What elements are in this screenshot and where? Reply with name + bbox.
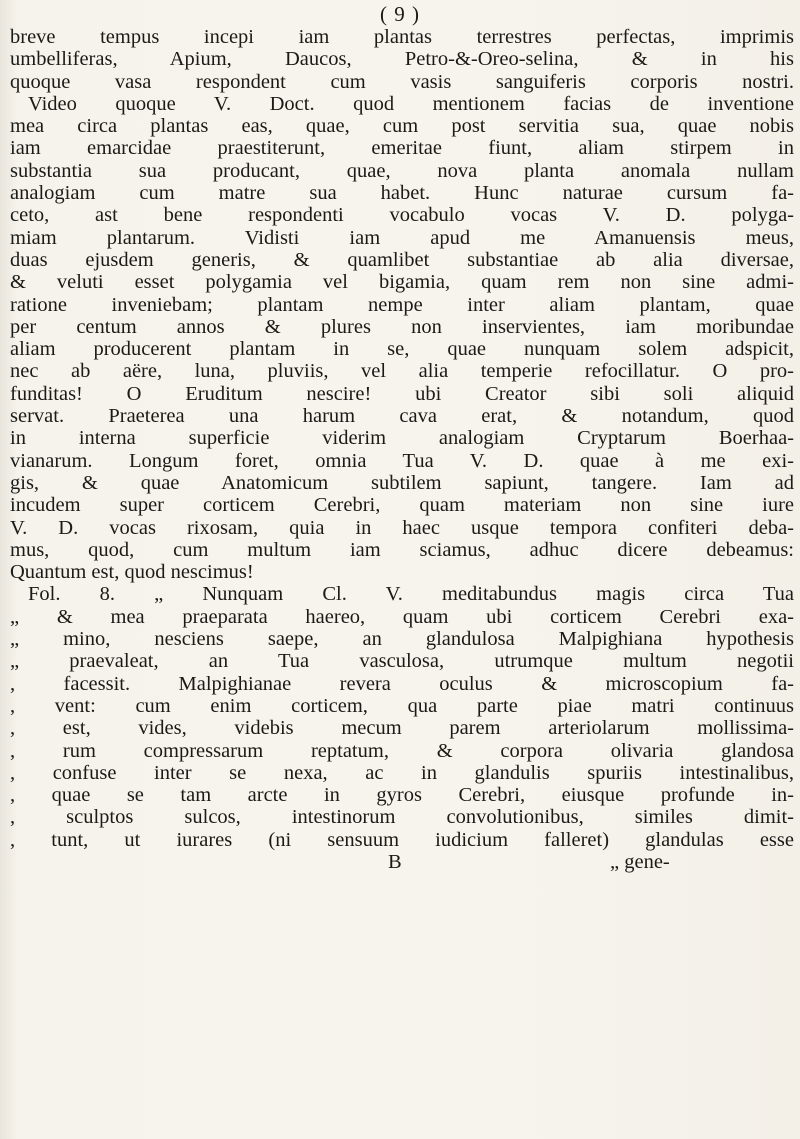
text-line: gis, & quae Anatomicum subtilem sapiunt, tangere. Iam ad — [10, 471, 794, 494]
text-line: incudem super corticem Cerebri, quam materiam non sine iure — [10, 494, 794, 517]
quote-line: , tunt, ut iurares (ni sensuum iudicium falleret) glandulas esse — [10, 828, 794, 851]
quote-line: „ mino, nesciens saepe, an glandulosa Malpighiana hypothesis — [10, 628, 794, 651]
quote-line: , sculptos sulcos, intestinorum convolutionibus, similes dimit- — [10, 806, 794, 829]
text-line: V. D. vocas rixosam, quia in haec usque tempora confiteri deba- — [10, 516, 794, 539]
text-line: funditas! O Eruditum nescire! ubi Creator sibi soli aliquid — [10, 382, 794, 405]
text-line: aliam producerent plantam in se, quae nunquam solem adspicit, — [10, 338, 794, 361]
quote-line: Fol. 8. „ Nunquam Cl. V. meditabundus magis circa Tua — [28, 583, 794, 606]
catchword: „ gene- — [610, 850, 670, 873]
text-line: in interna superficie viderim analogiam Cryptarum Boerhaa- — [10, 427, 794, 450]
text-line: miam plantarum. Vidisti iam apud me Amanuensis meus, — [10, 226, 794, 249]
text-line: iam emarcidae praestiterunt, emeritae fiunt, aliam stirpem in — [10, 137, 794, 160]
quote-line: „ praevaleat, an Tua vasculosa, utrumque multum negotii — [10, 650, 794, 673]
text-line: analogiam cum matre sua habet. Hunc naturae cursum fa- — [10, 182, 794, 205]
text-line: duas ejusdem generis, & quamlibet substantiae ab alia diversae, — [10, 248, 794, 271]
text-line: umbelliferas, Apium, Daucos, Petro-&-Oreo-selina, & in his — [10, 48, 794, 71]
quote-line: „ & mea praeparata haereo, quam ubi corticem Cerebri exa- — [10, 605, 794, 628]
page-footer — [10, 851, 794, 873]
quote-line: , vent: cum enim corticem, qua parte piae matri continuus — [10, 694, 794, 717]
text-line: mea circa plantas eas, quae, cum post servitia sua, quae nobis — [10, 115, 794, 138]
signature-mark: B — [388, 850, 402, 873]
text-line: quoque vasa respondent cum vasis sanguiferis corporis nostri. — [10, 70, 794, 93]
page-number: ( 9 ) — [380, 2, 420, 26]
quote-line: , est, vides, videbis mecum parem arteriolarum mollissima- — [10, 717, 794, 740]
text-line: substantia sua producant, quae, nova planta anomala nullam — [10, 159, 794, 182]
quote-line: , facessit. Malpighianae revera oculus & microscopium fa- — [10, 672, 794, 695]
quote-line: , quae se tam arcte in gyros Cerebri, eiusque profunde in- — [10, 784, 794, 807]
text-line: servat. Praeterea una harum cava erat, & notandum, quod — [10, 405, 794, 428]
text-line: vianarum. Longum foret, omnia Tua V. D. quae à me exi- — [10, 449, 794, 472]
quote-line: , rum compressarum reptatum, & corpora olivaria glandosa — [10, 739, 794, 762]
text-line: per centum annos & plures non inservientes, iam moribundae — [10, 315, 794, 338]
text-line: mus, quod, cum multum iam sciamus, adhuc dicere debeamus: — [10, 538, 794, 561]
text-line: nec ab aëre, luna, pluviis, vel alia temperie refocillatur. O pro- — [10, 360, 794, 383]
text-line: & veluti esset polygamia vel bigamia, quam rem non sine admi- — [10, 271, 794, 294]
text-line: Video quoque V. Doct. quod mentionem facias de inventione — [28, 92, 794, 115]
body-text — [10, 26, 794, 873]
text-line: ratione inveniebam; plantam nempe inter aliam plantam, quae — [10, 293, 794, 316]
text-line: ceto, ast bene respondenti vocabulo vocas V. D. polyga- — [10, 204, 794, 227]
text-line: breve tempus incepi iam plantas terrestres perfectas, imprimis — [10, 26, 794, 48]
quote-line: , confuse inter se nexa, ac in glandulis spuriis intestinalibus, — [10, 761, 794, 784]
text-line: Quantum est, quod nescimus! — [10, 561, 254, 584]
